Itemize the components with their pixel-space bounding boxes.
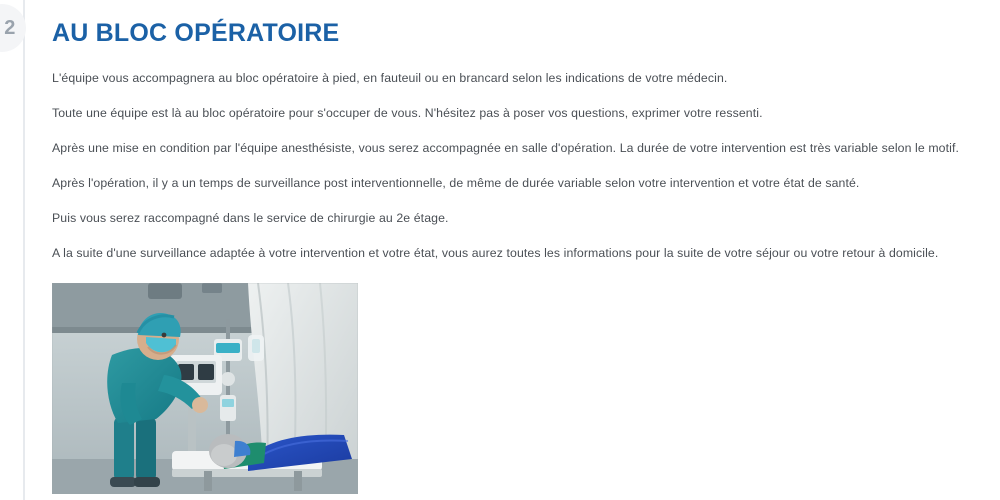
rail-divider: [23, 0, 25, 500]
paragraph: L'équipe vous accompagnera au bloc opératoire à pied, en fauteuil ou en brancard selon les indications de votre médecin.: [52, 71, 728, 85]
paragraph-block: [52, 175, 962, 191]
operating-room-photo: [52, 283, 358, 494]
paragraph: Puis vous serez raccompagné dans le service de chirurgie au 2e étage.: [52, 211, 449, 225]
step-rail: [0, 0, 34, 500]
step-number: 2: [4, 16, 16, 39]
operating-room-illustration: [52, 283, 358, 494]
paragraph: Toute une équipe est là au bloc opératoire pour s'occuper de vous. N'hésitez pas à poser vos questions, exprimer votre ressenti.: [52, 106, 763, 120]
paragraph-block: [52, 105, 962, 121]
paragraph-block: [52, 245, 962, 261]
section-content: [52, 0, 962, 494]
paragraph-block: [52, 140, 962, 156]
page-title: AU BLOC OPÉRATOIRE: [52, 19, 340, 47]
paragraph: Après l'opération, il y a un temps de surveillance post interventionnelle, de même de durée variable selon votre intervention et votre état de santé.: [52, 176, 860, 190]
paragraph: Après une mise en condition par l'équipe anesthésiste, vous serez accompagnée en salle d'opération. La durée de votre intervention est très variable selon le motif.: [52, 141, 959, 155]
paragraph-block: [52, 70, 962, 86]
paragraph-block: [52, 210, 962, 226]
paragraph: A la suite d'une surveillance adaptée à votre intervention et votre état, vous aurez toutes les informations pour la suite de votre séjour ou votre retour à domicile.: [52, 246, 939, 260]
